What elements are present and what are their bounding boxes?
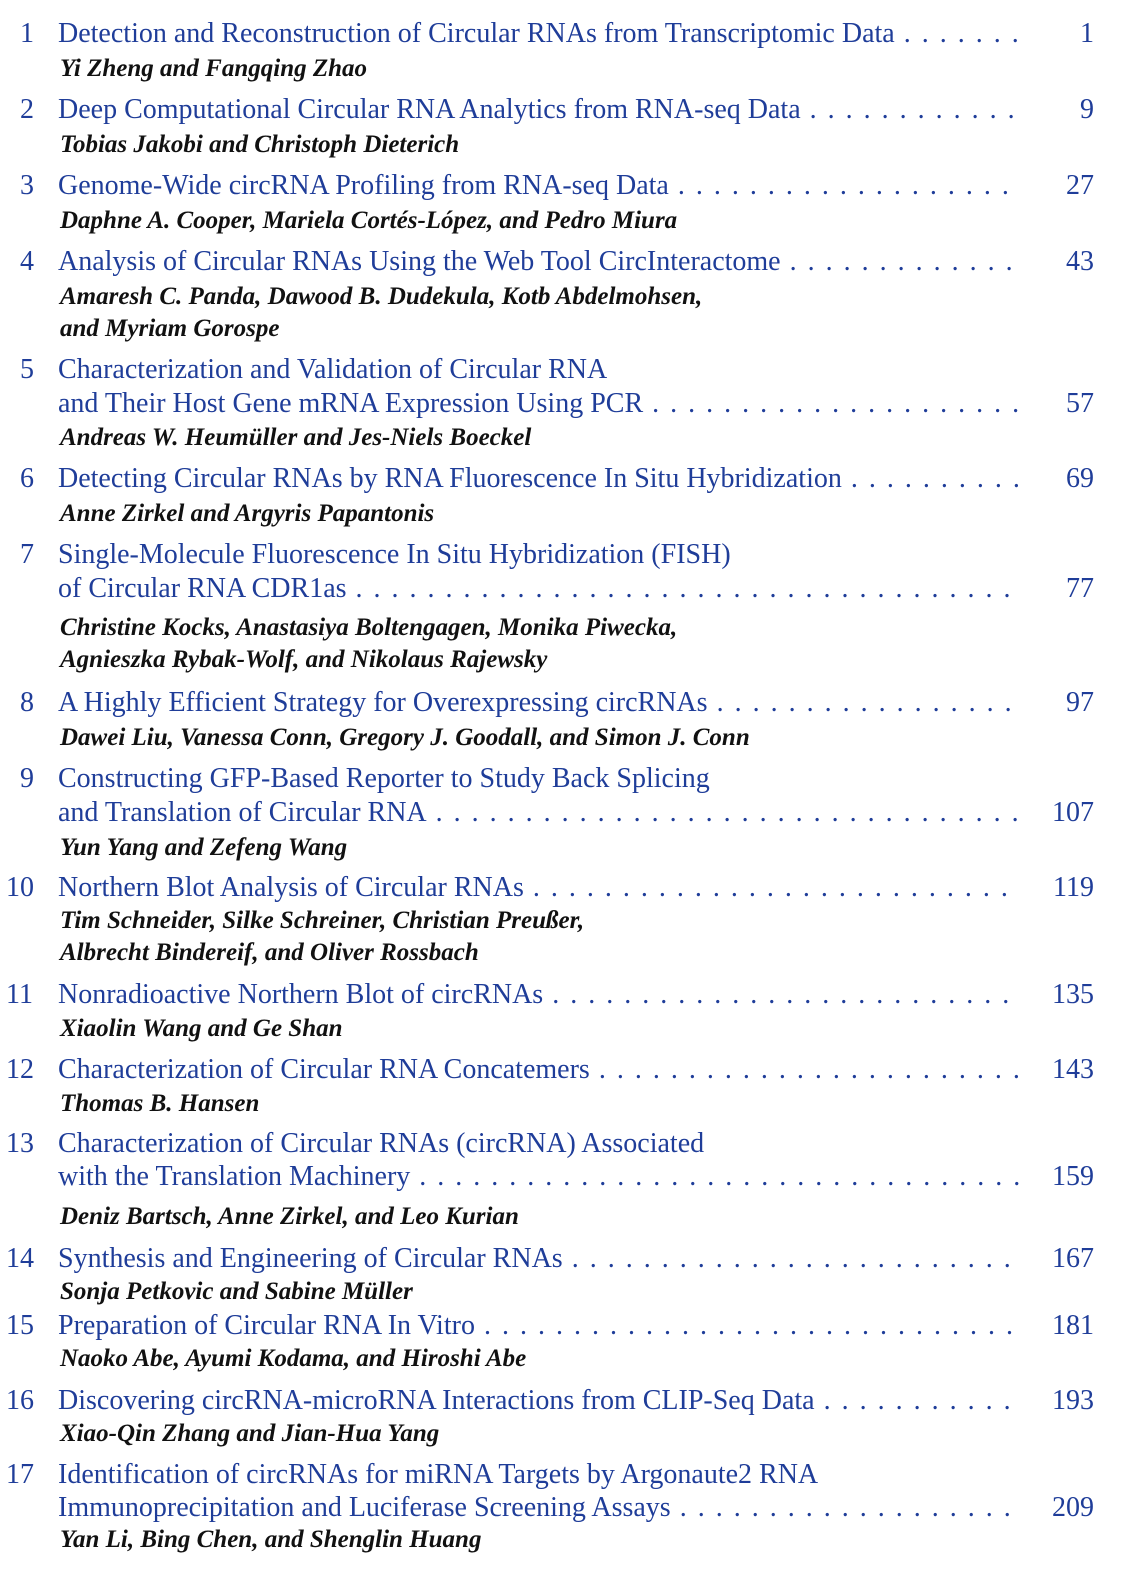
page-number[interactable]: 77 [1066,573,1094,604]
chapter-number: 4 [20,246,34,277]
page-number[interactable]: 27 [1066,170,1094,201]
page-number[interactable]: 167 [1052,1243,1094,1274]
page-number[interactable]: 57 [1066,388,1094,419]
chapter-title[interactable]: and Translation of Circular RNA . . . [58,796,1020,830]
chapter-authors: Xiao-Qin Zhang and Jian-Hua Yang [60,1420,440,1447]
page-number[interactable]: 43 [1066,246,1094,277]
chapter-number: 6 [20,463,34,494]
chapter-authors: Dawei Liu, Vanessa Conn, Gregory J. Goodall, and Simon J. Conn [60,724,750,751]
page-number[interactable]: 97 [1066,687,1094,718]
chapter-authors: Tobias Jakobi and Christoph Dieterich [60,131,460,158]
chapter-title[interactable]: Constructing GFP-Based Reporter to Study Back Splicing [58,763,710,794]
page-number[interactable]: 9 [1080,94,1094,125]
chapter-number: 10 [6,872,34,903]
page-number[interactable]: 209 [1052,1492,1094,1523]
page-number[interactable]: 193 [1052,1385,1094,1416]
page-number[interactable]: 107 [1052,797,1094,828]
chapter-authors: Daphne A. Cooper, Mariela Cortés-López, and Pedro Miura [60,207,678,234]
chapter-authors: Andreas W. Heumüller and Jes-Niels Boeckel [60,424,532,451]
chapter-authors: Yun Yang and Zefeng Wang [60,834,348,861]
chapter-title[interactable]: Synthesis and Engineering of Circular RNAs . . . [58,1242,1020,1276]
chapter-authors: Yi Zheng and Fangqing Zhao [60,55,368,82]
chapter-authors: Yan Li, Bing Chen, and Shenglin Huang [60,1526,482,1553]
chapter-number: 17 [6,1459,34,1490]
chapter-authors: Christine Kocks, Anastasiya Boltengagen, Monika Piwecka, [60,614,678,641]
chapter-title[interactable]: Northern Blot Analysis of Circular RNAs . . . [58,871,1020,905]
chapter-number: 14 [6,1243,34,1274]
page-number[interactable]: 119 [1053,872,1094,903]
chapter-number: 11 [6,979,33,1010]
chapter-number: 3 [20,170,34,201]
chapter-title[interactable]: Genome-Wide circRNA Profiling from RNA-seq Data . . . [58,169,1020,203]
chapter-authors: and Myriam Gorospe [60,315,280,342]
chapter-number: 8 [20,687,34,718]
chapter-authors: Tim Schneider, Silke Schreiner, Christian Preußer, [60,907,585,934]
chapter-number: 12 [6,1054,34,1085]
page-number[interactable]: 1 [1080,18,1094,49]
chapter-title[interactable]: A Highly Efficient Strategy for Overexpressing circRNAs . . . [58,686,1020,720]
chapter-title[interactable]: Detecting Circular RNAs by RNA Fluorescence In Situ Hybridization . . . [58,462,1020,496]
chapter-authors: Albrecht Bindereif, and Oliver Rossbach [60,939,479,966]
page-number[interactable]: 69 [1066,463,1094,494]
chapter-authors: Thomas B. Hansen [60,1090,260,1117]
chapter-number: 9 [20,763,34,794]
chapter-authors: Anne Zirkel and Argyris Papantonis [60,500,435,527]
chapter-title[interactable]: Detection and Reconstruction of Circular RNAs from Transcriptomic Data . . . [58,17,1020,51]
chapter-title[interactable]: Deep Computational Circular RNA Analytics from RNA-seq Data . . . [58,93,1020,127]
chapter-number: 16 [6,1385,34,1416]
chapter-authors: Naoko Abe, Ayumi Kodama, and Hiroshi Abe [60,1345,527,1372]
chapter-title[interactable]: Characterization of Circular RNA Concatemers . . . [58,1053,1020,1087]
chapter-number: 5 [20,354,34,385]
page-number[interactable]: 181 [1052,1310,1094,1341]
chapter-authors: Xiaolin Wang and Ge Shan [60,1015,343,1042]
chapter-authors: Agnieszka Rybak-Wolf, and Nikolaus Rajewsky [60,646,548,673]
chapter-title[interactable]: Identification of circRNAs for miRNA Targets by Argonaute2 RNA [58,1459,819,1490]
chapter-number: 2 [20,94,34,125]
chapter-number: 1 [20,18,34,49]
page-number[interactable]: 135 [1052,979,1094,1010]
chapter-title[interactable]: Characterization of Circular RNAs (circRNA) Associated [58,1128,705,1159]
chapter-title[interactable]: Analysis of Circular RNAs Using the Web Tool CircInteractome . . . [58,245,1020,279]
page-number[interactable]: 159 [1052,1161,1094,1192]
chapter-title[interactable]: with the Translation Machinery . . . [58,1160,1020,1194]
chapter-title[interactable]: Immunoprecipitation and Luciferase Screening Assays . . . [58,1491,1020,1525]
chapter-authors: Deniz Bartsch, Anne Zirkel, and Leo Kurian [60,1203,519,1230]
chapter-authors: Sonja Petkovic and Sabine Müller [60,1278,413,1305]
chapter-title[interactable]: Discovering circRNA-microRNA Interactions from CLIP-Seq Data . . . [58,1384,1020,1418]
chapter-title[interactable]: of Circular RNA CDR1as . . . [58,572,1020,606]
chapter-title[interactable]: Characterization and Validation of Circular RNA [58,354,608,385]
chapter-title[interactable]: Single-Molecule Fluorescence In Situ Hybridization (FISH) [58,539,731,570]
chapter-title[interactable]: and Their Host Gene mRNA Expression Using PCR . . . [58,387,1020,421]
chapter-number: 7 [20,539,34,570]
page-number[interactable]: 143 [1052,1054,1094,1085]
chapter-number: 13 [6,1128,34,1159]
chapter-authors: Amaresh C. Panda, Dawood B. Dudekula, Kotb Abdelmohsen, [60,283,703,310]
chapter-number: 15 [6,1310,34,1341]
chapter-title[interactable]: Nonradioactive Northern Blot of circRNAs . . . [58,978,1020,1012]
chapter-title[interactable]: Preparation of Circular RNA In Vitro . . . [58,1309,1020,1343]
